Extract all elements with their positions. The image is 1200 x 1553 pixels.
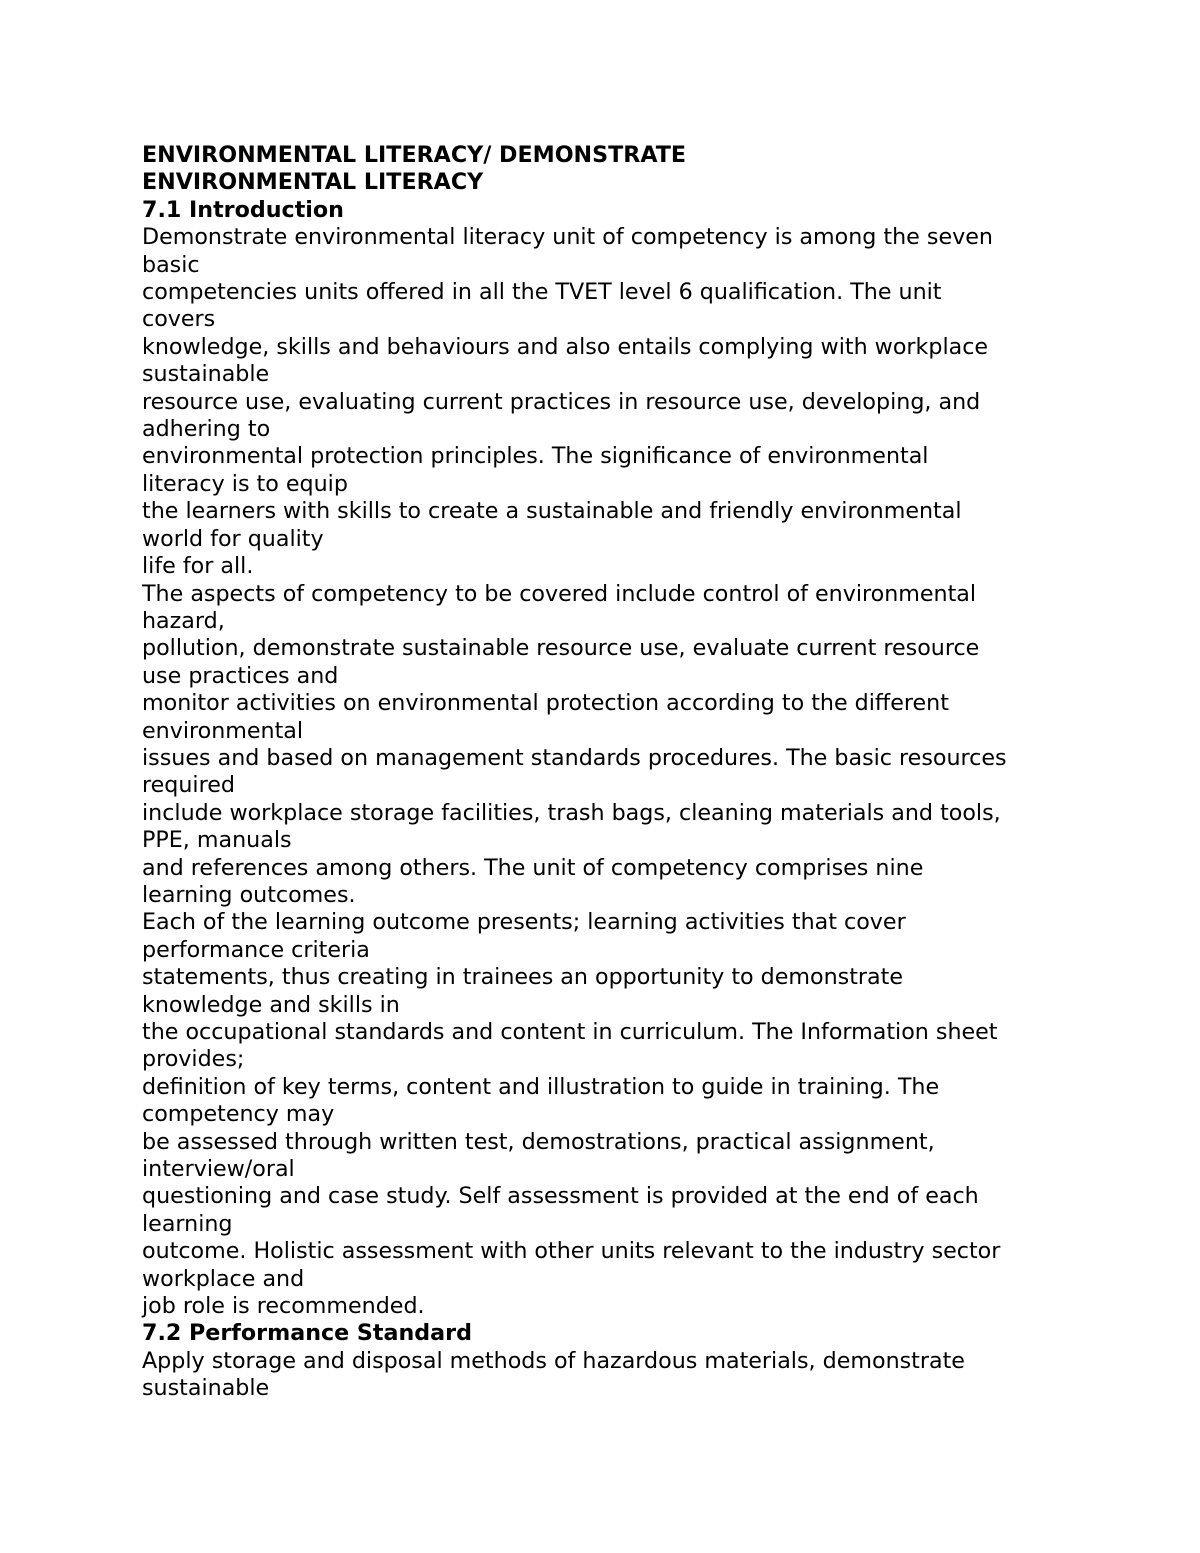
- text-line: job role is recommended.: [142, 1293, 425, 1320]
- text-line: pollution, demonstrate sustainable resource use, evaluate current resource: [142, 635, 980, 662]
- performance-standard-text: [142, 1348, 1082, 1403]
- text-line: interview/oral: [142, 1156, 295, 1183]
- text-line: learning: [142, 1210, 233, 1237]
- document-title: [142, 142, 1082, 197]
- text-line: hazard,: [142, 607, 225, 634]
- text-line: workplace and: [142, 1265, 305, 1292]
- text-line: and references among others. The unit of competency comprises nine: [142, 854, 924, 881]
- text-line: covers: [142, 306, 216, 333]
- text-line: life for all.: [142, 553, 254, 580]
- text-line: learning outcomes.: [142, 881, 356, 908]
- text-line: basic: [142, 251, 200, 278]
- title-line: ENVIRONMENTAL LITERACY: [142, 169, 484, 196]
- text-line: sustainable: [142, 361, 270, 388]
- text-line: knowledge, skills and behaviours and also entails complying with workplace: [142, 333, 989, 360]
- section-heading-introduction: 7.1 Introduction: [142, 196, 344, 223]
- text-line: the occupational standards and content in curriculum. The Information sheet: [142, 1019, 998, 1045]
- text-line: adhering to: [142, 416, 271, 443]
- text-line: performance criteria: [142, 936, 370, 963]
- text-line: sustainable: [142, 1375, 270, 1402]
- text-line: resource use, evaluating current practices in resource use, developing, and: [142, 388, 981, 415]
- text-line: Demonstrate environmental literacy unit of competency is among the seven: [142, 224, 993, 251]
- text-line: Each of the learning outcome presents; learning activities that cover: [142, 909, 906, 936]
- text-line: statements, thus creating in trainees an opportunity to demonstrate: [142, 964, 903, 991]
- document-body: [142, 142, 1082, 1403]
- introduction-text: [142, 224, 1082, 1320]
- text-line: be assessed through written test, demostrations, practical assignment,: [142, 1128, 935, 1155]
- text-line: required: [142, 772, 235, 799]
- text-line: questioning and case study. Self assessment is provided at the end of each: [142, 1183, 979, 1210]
- text-line: competency may: [142, 1101, 335, 1128]
- title-line: ENVIRONMENTAL LITERACY/ DEMONSTRATE: [142, 142, 687, 168]
- text-line: literacy is to equip: [142, 470, 348, 497]
- text-line: issues and based on management standards procedures. The basic resources: [142, 744, 1007, 771]
- text-line: The aspects of competency to be covered include control of environmental: [142, 580, 977, 607]
- text-line: environmental protection principles. The significance of environmental: [142, 443, 929, 470]
- text-line: competencies units offered in all the TVET level 6 qualification. The unit: [142, 279, 942, 306]
- text-line: include workplace storage facilities, trash bags, cleaning materials and tools,: [142, 799, 1001, 826]
- text-line: PPE, manuals: [142, 827, 292, 854]
- text-line: Apply storage and disposal methods of hazardous materials, demonstrate: [142, 1347, 965, 1374]
- text-line: knowledge and skills in: [142, 991, 400, 1018]
- text-line: use practices and: [142, 662, 339, 689]
- text-line: monitor activities on environmental protection according to the different: [142, 690, 949, 717]
- text-line: environmental: [142, 717, 304, 744]
- text-line: outcome. Holistic assessment with other units relevant to the industry sector: [142, 1238, 1001, 1265]
- text-line: world for quality: [142, 525, 324, 552]
- text-line: the learners with skills to create a sustainable and friendly environmental: [142, 498, 962, 525]
- text-line: provides;: [142, 1046, 245, 1073]
- text-line: definition of key terms, content and illustration to guide in training. The: [142, 1073, 940, 1100]
- section-heading-performance-standard: 7.2 Performance Standard: [142, 1320, 472, 1347]
